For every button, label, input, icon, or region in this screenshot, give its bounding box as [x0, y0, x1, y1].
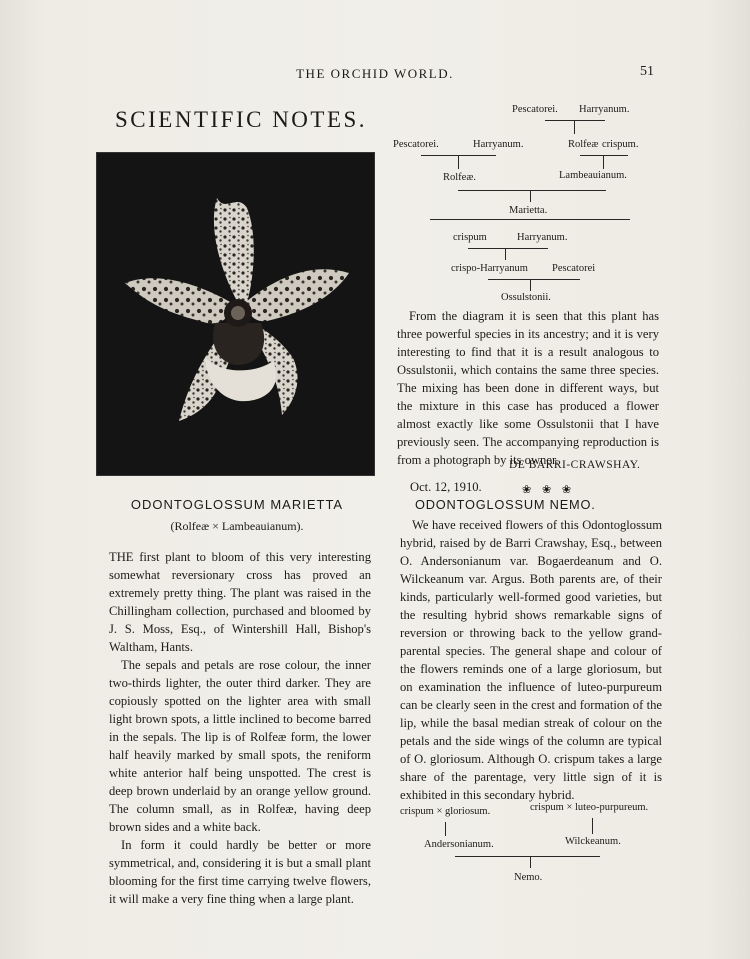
pedigree-node: Harryanum.	[473, 139, 524, 150]
orchid-flower-illustration	[97, 153, 374, 475]
paragraph: THE first plant to bloom of this very interesting somewhat reversionary cross has proved an extremely pretty thing. The plant was raised in the Chillingham collection, purchased and bloomed by J. S. Moss, Esq., of Wintershill Hall, Bishop's Waltham, Hants.	[109, 550, 371, 654]
pedigree-line	[530, 279, 531, 291]
section-ornament: ❀ ❀ ❀	[522, 484, 576, 496]
pedigree-node: Wilckeanum.	[565, 836, 621, 847]
section-heading: ODONTOGLOSSUM NEMO.	[415, 497, 596, 512]
author-signature: DE BARRI-CRAWSHAY.	[509, 459, 641, 471]
paragraph: The sepals and petals are rose colour, the inner two-thirds lighter, the outer third darker. They are copiously spotted on the lighter area with small light brown spots, a little inclined to become barred in the sepals. The lip is of Rolfeæ form, the lower half heavily marked by small spots, the reniform white anterior half being unspotted. The crest is deep brown underlaid by an orange yellow ground. The column small, as in Rolfeæ, having deep brown sides and a white back.	[109, 658, 371, 834]
pedigree-line	[458, 155, 459, 169]
pedigree-node: Ossulstonii.	[501, 292, 551, 303]
pedigree-line	[430, 219, 630, 220]
pedigree-line	[445, 822, 446, 836]
right-column-text	[397, 307, 659, 469]
pedigree-node: crispum	[453, 232, 487, 243]
pedigree-node: crispum × gloriosum.	[400, 806, 491, 817]
pedigree-node: Andersonianum.	[424, 839, 494, 850]
paragraph: From the diagram it is seen that this plant has three powerful species in its ancestry; and it is very interesting to find that it is a result analogous to Ossulstonii, which contains the same three species. The mixing has been done in different ways, but the mixture in this case has produced a flower almost exactly like some Ossulstonii that I have previously seen. The accompanying reproduction is from a photograph by its owner.	[397, 309, 659, 467]
pedigree-line	[603, 155, 604, 169]
figure-subcaption: (Rolfeæ × Lambeauianum).	[170, 519, 304, 533]
pedigree-line	[545, 120, 605, 121]
pedigree-node: crispum × luteo-purpureum.	[530, 802, 649, 813]
right-column-section2	[400, 516, 662, 804]
left-column	[109, 548, 371, 908]
figure-caption: ODONTOGLOSSUM MARIETTA	[130, 497, 344, 512]
pedigree-node: Rolfeæ	[568, 139, 599, 150]
pedigree-line	[505, 248, 506, 260]
pedigree-node: Lambeauianum.	[559, 170, 627, 181]
pedigree-node: crispum.	[602, 139, 639, 150]
pedigree-line	[468, 248, 548, 249]
pedigree-line	[455, 856, 600, 857]
paragraph: In form it could hardly be better or more symmetrical, and, considering it is but a small plant blooming for the first time carrying twelve flowers, it will make a very fine thing when a large plant.	[109, 838, 371, 906]
pedigree-node: Pescatorei	[552, 263, 596, 274]
pedigree-line	[592, 818, 593, 834]
pedigree-node: Nemo.	[514, 872, 543, 883]
pedigree-line	[458, 190, 606, 191]
page-number: 51	[640, 64, 654, 79]
pedigree-node: Harryanum.	[517, 232, 568, 243]
pedigree-line	[574, 120, 575, 134]
running-title: THE ORCHID WORLD.	[296, 66, 454, 81]
pedigree-node: Rolfeæ.	[443, 172, 476, 183]
pedigree-node: Harryanum.	[579, 104, 630, 115]
pedigree-line	[580, 155, 628, 156]
pedigree-node: Pescatorei.	[512, 104, 558, 115]
orchid-photo	[96, 152, 375, 476]
pedigree-node: crispo-Harryanum	[451, 263, 528, 274]
pedigree-node: Marietta.	[509, 205, 548, 216]
pedigree-line	[530, 856, 531, 868]
page-title: SCIENTIFIC NOTES.	[115, 107, 368, 132]
pedigree-line	[530, 190, 531, 202]
article-date: Oct. 12, 1910.	[410, 480, 482, 494]
pedigree-node: Pescatorei.	[393, 139, 439, 150]
pedigree-line	[488, 279, 580, 280]
paragraph: We have received flowers of this Odontoglossum hybrid, raised by de Barri Crawshay, Esq., between O. Andersonianum var. Bogaerdeanum and O. Wilckeanum var. Argus. Both parents are, of their kinds, particularly well-formed good varieties, but the resulting hybrid shows remarkable signs of reversion or throwing back to the yellow grand-parental species. The general shape and colour of the flowers reminds one of a large gloriosum, but on examination the influence of luteo-purpureum can be clearly seen in the crest and formation of the lip, while the basal median streak of colour on the petals and the side wings of the column are typical of O. gloriosum. Although O. crispum takes a large share of the parentage, very little sign of it is exhibited in this secondary hybrid.	[400, 518, 662, 802]
